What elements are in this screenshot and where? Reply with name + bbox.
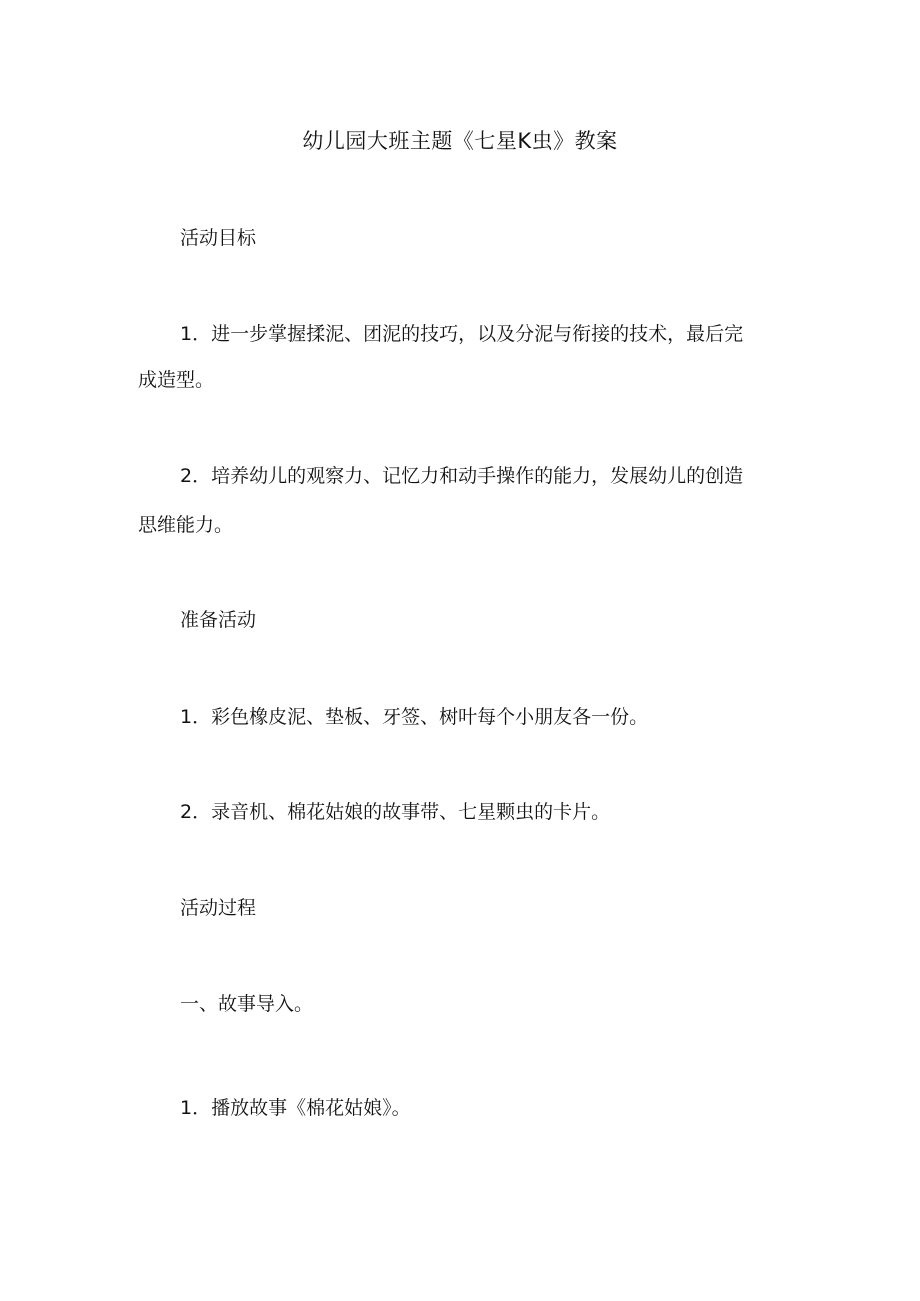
goal-item-1-line-1: 1．进一步掌握揉泥、团泥的技巧，以及分泥与衔接的技术，最后完 [180,323,744,345]
section-heading-process: 活动过程 [180,897,257,919]
section-heading-preparation: 准备活动 [180,609,257,631]
goal-item-2-line-2: 思维能力。 [138,514,234,536]
process-item-1: 1．播放故事《棉花姑娘》。 [180,1097,411,1119]
prep-item-2: 2．录音机、棉花姑娘的故事带、七星颗虫的卡片。 [180,801,611,823]
prep-item-1: 1．彩色橡皮泥、垫板、牙签、树叶每个小朋友各一份。 [180,706,649,728]
section-heading-goals: 活动目标 [180,227,257,249]
goal-item-2-line-1: 2．培养幼儿的观察力、记忆力和动手操作的能力，发展幼儿的创造 [180,465,744,487]
process-section-1: 一、故事导入。 [180,993,314,1015]
document-title: 幼儿园大班主题《七星K虫》教案 [302,129,618,153]
goal-item-1-line-2: 成造型。 [138,369,215,391]
